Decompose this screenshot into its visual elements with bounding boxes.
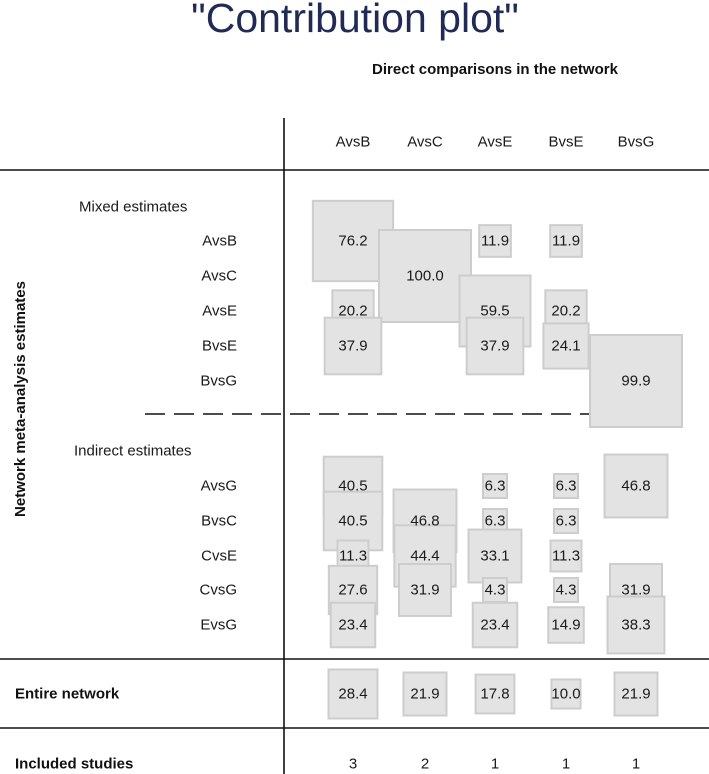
cell-value: 28.4 bbox=[338, 685, 368, 703]
cell-value: 40.5 bbox=[338, 477, 368, 495]
cell-value: 100.0 bbox=[406, 267, 444, 285]
cell-value: 33.1 bbox=[480, 547, 510, 565]
cell-value: 4.3 bbox=[484, 581, 506, 599]
column-header: AvsB bbox=[335, 133, 371, 151]
cell-value: 10.0 bbox=[551, 685, 581, 703]
y-axis-label: Network meta-analysis estimates bbox=[12, 281, 29, 517]
cell-value: 6.3 bbox=[484, 512, 506, 530]
study-count: 1 bbox=[490, 755, 500, 773]
section-label: Mixed estimates bbox=[79, 198, 188, 216]
cell-value: 11.9 bbox=[480, 232, 510, 250]
row-label: AvsE bbox=[202, 302, 237, 320]
cell-value: 6.3 bbox=[484, 477, 506, 495]
column-header: BvsE bbox=[548, 133, 584, 151]
cell-value: 6.3 bbox=[555, 477, 577, 495]
study-count: 2 bbox=[420, 755, 430, 773]
cell-value: 17.8 bbox=[480, 685, 510, 703]
included-studies-label: Included studies bbox=[15, 755, 134, 773]
cell-value: 27.6 bbox=[338, 581, 368, 599]
cell-value: 14.9 bbox=[551, 616, 581, 634]
cell-value: 11.9 bbox=[551, 232, 581, 250]
chart-title: "Contribution plot" bbox=[191, 0, 519, 41]
cell-value: 31.9 bbox=[410, 581, 440, 599]
cell-value: 31.9 bbox=[621, 581, 651, 599]
cell-value: 11.3 bbox=[338, 547, 368, 565]
entire-network-label: Entire network bbox=[15, 685, 120, 703]
column-header: AvsE bbox=[477, 133, 513, 151]
cell-value: 37.9 bbox=[480, 337, 510, 355]
chart-subtitle: Direct comparisons in the network bbox=[372, 61, 618, 78]
study-count: 1 bbox=[631, 755, 641, 773]
cell-value: 99.9 bbox=[621, 372, 651, 390]
cell-value: 24.1 bbox=[551, 337, 581, 355]
cell-value: 21.9 bbox=[410, 685, 440, 703]
cell-value: 37.9 bbox=[338, 337, 368, 355]
cell-value: 4.3 bbox=[555, 581, 577, 599]
cell-value: 76.2 bbox=[338, 232, 368, 250]
cell-value: 46.8 bbox=[621, 477, 651, 495]
cell-value: 38.3 bbox=[621, 616, 651, 634]
row-label: AvsB bbox=[202, 232, 237, 250]
column-header: BvsG bbox=[617, 133, 655, 151]
row-label: BvsC bbox=[201, 512, 237, 530]
cell-value: 44.4 bbox=[410, 547, 440, 565]
cell-value: 20.2 bbox=[551, 302, 581, 320]
section-label: Indirect estimates bbox=[74, 442, 192, 460]
row-label: AvsG bbox=[200, 477, 237, 495]
cell-value: 59.5 bbox=[480, 302, 510, 320]
cell-value: 40.5 bbox=[338, 512, 368, 530]
row-label: CvsE bbox=[201, 547, 237, 565]
study-count: 1 bbox=[561, 755, 571, 773]
column-header: AvsC bbox=[407, 133, 443, 151]
cell-value: 11.3 bbox=[551, 547, 581, 565]
contribution-boxes bbox=[313, 201, 682, 719]
row-label: AvsC bbox=[201, 267, 237, 285]
cell-value: 21.9 bbox=[621, 685, 651, 703]
row-label: BvsE bbox=[201, 337, 237, 355]
row-label: CvsG bbox=[199, 581, 237, 599]
row-label: EvsG bbox=[200, 616, 237, 634]
cell-value: 6.3 bbox=[555, 512, 577, 530]
cell-value: 23.4 bbox=[338, 616, 368, 634]
study-count: 3 bbox=[348, 755, 358, 773]
row-label: BvsG bbox=[200, 372, 237, 390]
cell-value: 46.8 bbox=[410, 512, 440, 530]
cell-value: 20.2 bbox=[338, 302, 368, 320]
cell-value: 23.4 bbox=[480, 616, 510, 634]
